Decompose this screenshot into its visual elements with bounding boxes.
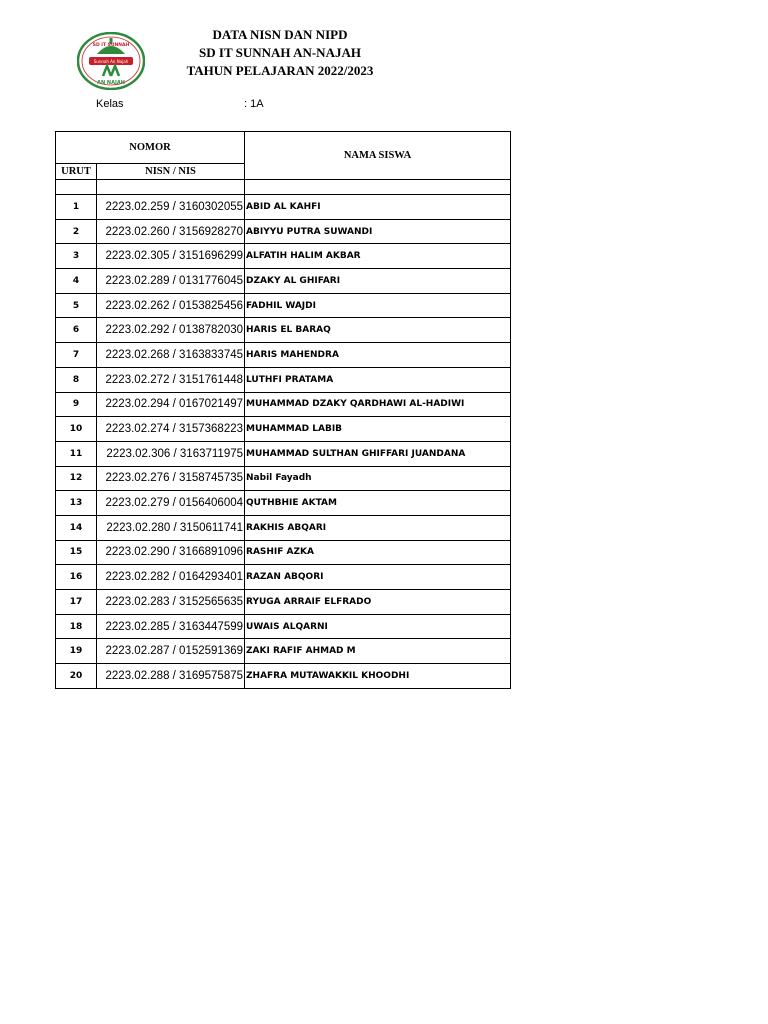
row-student-name: MUHAMMAD SULTHAN GHIFFARI JUANDANA [245, 441, 511, 466]
row-nisn: 2223.02.279 / 0156406004 [97, 491, 245, 516]
row-student-name: UWAIS ALQARNI [245, 614, 511, 639]
header-nama-siswa: NAMA SISWA [245, 132, 511, 180]
row-student-name: MUHAMMAD LABIB [245, 417, 511, 442]
table-row [56, 590, 511, 615]
row-number: 8 [56, 367, 97, 392]
row-number: 9 [56, 392, 97, 417]
row-student-name: RAZAN ABQORI [245, 565, 511, 590]
table-row [56, 195, 511, 220]
row-student-name: RYUGA ARRAIF ELFRADO [245, 590, 511, 615]
table-row [56, 318, 511, 343]
row-student-name: Nabil Fayadh [245, 466, 511, 491]
table-row [56, 417, 511, 442]
svg-text:AN NAJAH: AN NAJAH [97, 80, 125, 86]
row-student-name: ZHAFRA MUTAWAKKIL KHOODHI [245, 664, 511, 689]
row-student-name: LUTHFI PRATAMA [245, 367, 511, 392]
row-number: 13 [56, 491, 97, 516]
row-number: 14 [56, 515, 97, 540]
table-row [56, 367, 511, 392]
table-row [56, 293, 511, 318]
row-student-name: ZAKI RAFIF AHMAD M [245, 639, 511, 664]
header-urut: URUT [56, 164, 97, 180]
table-row [56, 540, 511, 565]
row-student-name: RASHIF AZKA [245, 540, 511, 565]
table-row [56, 664, 511, 689]
svg-text:SD IT SUNNAH: SD IT SUNNAH [92, 43, 130, 48]
table-row [56, 441, 511, 466]
table-row [56, 244, 511, 269]
row-nisn: 2223.02.260 / 3156928270 [97, 219, 245, 244]
row-number: 3 [56, 244, 97, 269]
row-number: 10 [56, 417, 97, 442]
row-number: 15 [56, 540, 97, 565]
table-row [56, 343, 511, 368]
svg-text:Sunnah An Najah: Sunnah An Najah [93, 59, 129, 64]
row-nisn: 2223.02.292 / 0138782030 [97, 318, 245, 343]
row-number: 4 [56, 269, 97, 294]
row-nisn: 2223.02.285 / 3163447599 [97, 614, 245, 639]
row-number: 17 [56, 590, 97, 615]
row-nisn: 2223.02.294 / 0167021497 [97, 392, 245, 417]
row-nisn: 2223.02.272 / 3151761448 [97, 367, 245, 392]
table-row [56, 515, 511, 540]
row-number: 12 [56, 466, 97, 491]
row-nisn: 2223.02.280 / 3150611741 [97, 515, 245, 540]
row-number: 20 [56, 664, 97, 689]
row-nisn: 2223.02.276 / 3158745735 [97, 466, 245, 491]
row-student-name: FADHIL WAJDI [245, 293, 511, 318]
blank-row [56, 180, 511, 195]
row-student-name: ALFATIH HALIM AKBAR [245, 244, 511, 269]
row-student-name: ABIYYU PUTRA SUWANDI [245, 219, 511, 244]
row-student-name: QUTHBHIE AKTAM [245, 491, 511, 516]
table-row [56, 466, 511, 491]
row-nisn: 2223.02.259 / 3160302055 [97, 195, 245, 220]
row-nisn: 2223.02.283 / 3152565635 [97, 590, 245, 615]
row-number: 1 [56, 195, 97, 220]
row-student-name: HARIS EL BARAQ [245, 318, 511, 343]
table-row [56, 219, 511, 244]
row-nisn: 2223.02.305 / 3151696299 [97, 244, 245, 269]
row-nisn: 2223.02.289 / 0131776045 [97, 269, 245, 294]
row-nisn: 2223.02.306 / 3163711975 [97, 441, 245, 466]
school-name: SD IT SUNNAH AN-NAJAH [199, 45, 361, 60]
document-title: DATA NISN DAN NIPD [212, 27, 348, 42]
row-nisn: 2223.02.288 / 3169575875 [97, 664, 245, 689]
row-nisn: 2223.02.268 / 3163833745 [97, 343, 245, 368]
academic-year: TAHUN PELAJARAN 2022/2023 [186, 63, 374, 78]
row-nisn: 2223.02.282 / 0164293401 [97, 565, 245, 590]
row-student-name: ABID AL KAHFI [245, 195, 511, 220]
table-row [56, 614, 511, 639]
row-student-name: MUHAMMAD DZAKY QARDHAWI AL-HADIWI [245, 392, 511, 417]
row-nisn: 2223.02.287 / 0152591369 [97, 639, 245, 664]
table-row [56, 639, 511, 664]
row-number: 5 [56, 293, 97, 318]
table-row [56, 491, 511, 516]
row-nisn: 2223.02.262 / 0153825456 [97, 293, 245, 318]
row-nisn: 2223.02.290 / 3166891096 [97, 540, 245, 565]
row-nisn: 2223.02.274 / 3157368223 [97, 417, 245, 442]
row-number: 19 [56, 639, 97, 664]
row-number: 11 [56, 441, 97, 466]
row-student-name: HARIS MAHENDRA [245, 343, 511, 368]
school-logo [77, 32, 145, 90]
row-student-name: DZAKY AL GHIFARI [245, 269, 511, 294]
kelas-value: : 1A [244, 98, 264, 110]
row-number: 7 [56, 343, 97, 368]
header-nomor: NOMOR [56, 132, 245, 164]
row-number: 16 [56, 565, 97, 590]
table-row [56, 565, 511, 590]
row-number: 2 [56, 219, 97, 244]
row-student-name: RAKHIS ABQARI [245, 515, 511, 540]
student-table [55, 131, 511, 689]
row-number: 6 [56, 318, 97, 343]
kelas-label: Kelas [96, 98, 124, 110]
table-row [56, 269, 511, 294]
header-nisn: NISN / NIS [97, 164, 245, 180]
table-row [56, 392, 511, 417]
row-number: 18 [56, 614, 97, 639]
